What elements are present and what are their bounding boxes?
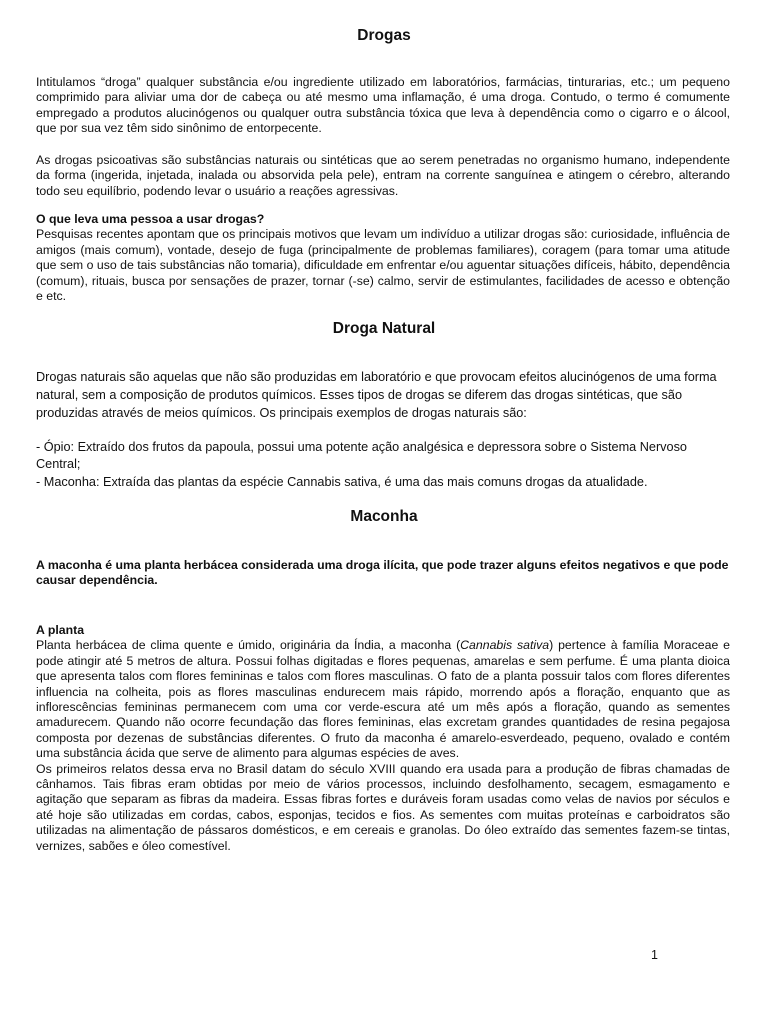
list-item-maconha: - Maconha: Extraída das plantas da espécie Cannabis sativa, é uma das mais comuns drogas da atualidade. [36, 474, 648, 489]
drogas-paragraph-1 [36, 75, 730, 137]
page-number: 1 [651, 948, 658, 962]
droga-natural-text: Drogas naturais são aquelas que não são produzidas em laboratório e que provocam efeitos alucinógenos de uma forma natural, sem a composição de produtos químicos. Esses tipos de drogas se diferem das drogas sintéticas, que são produzidas através de meios químicos. Os principais exemplos de drogas naturais são: [36, 370, 717, 420]
motivos-heading: O que leva uma pessoa a usar drogas? [36, 212, 265, 226]
title-droga-natural: Droga Natural [332, 320, 436, 337]
maconha-intro [36, 558, 730, 589]
planta-scientific-name: Cannabis sativa [460, 638, 550, 653]
planta-text-a: Planta herbácea de clima quente e úmido, originária da Índia, a maconha ( [36, 638, 461, 653]
planta-heading: A planta [36, 623, 85, 637]
drogas-p1-text: Intitulamos “droga” qualquer substância e/ou ingrediente utilizado em laboratórios, farmácias, tinturarias, etc.; um pequeno comprimido para aliviar uma dor de cabeça ou até mesmo uma inflamação, é uma droga. Contudo, o termo é comumente empregado a produtos alucinógenos ou qualquer outra substância tóxica que leva à dependência como o cigarro e o álcool, que por sua vez têm sido sinônimo de entorpecente. [36, 75, 730, 136]
droga-natural-list [36, 439, 730, 491]
planta-text-b: ) pertence à família Moraceae e pode atingir até 5 metros de altura. Possui folhas digitadas e flores pequenas, amarelas e sem perfume. É uma planta dioica que apresenta talos com flores femininas e talos com flores masculinas. O fato de a planta possuir talos com flores diferentes influencia na colheita, pois as flores masculinas endurecem mais rápido, morrendo após a floração, enquanto que as inflorescências femininas permanecem com uma cor verde-escura até um mês após a floração, quando as sementes amadurecem. Quando não ocorre fecundação das flores femininas, elas excretam grandes quantidades de resina pegajosa composta por dezenas de substâncias diferentes. O fruto da maconha é amarelo-esverdeado, pequeno, ovalado e contém uma substância ácida que serve de alimento para algumas espécies de aves. [36, 638, 730, 761]
droga-natural-paragraph [36, 369, 730, 422]
planta-text [36, 638, 730, 761]
list-item-opio: - Ópio: Extraído dos frutos da papoula, possui uma potente ação analgésica e depressora sobre o Sistema Nervoso Central; [36, 440, 687, 472]
maconha-planta-section [36, 623, 730, 854]
motivos-text: Pesquisas recentes apontam que os principais motivos que levam um indivíduo a utilizar drogas são: curiosidade, influência de amigos (mais comum), vontade, desejo de fuga (principalmente de problemas familiares), coragem (para tomar uma atitude que sem o uso de tais substâncias não tomaria), dificuldade em enfrentar e/ou aguentar situações difíceis, hábito, dependência (comum), rituais, busca por sensações de prazer, tornar (-se) calmo, servir de estimulantes, facilidades de acesso e obtenção e etc. [36, 227, 730, 304]
relatos-text: Os primeiros relatos dessa erva no Brasil datam do século XVIII quando era usada para a produção de fibras chamadas de cânhamos. Tais fibras eram obtidas por meio de vários processos, incluindo desfolhamento, secagem, esmagamento e agitação que separam as fibras da madeira. Essas fibras fortes e duráveis foram usadas como velas de navios por séculos e até hoje são utilizadas em cordas, cabos, esponjas, tecidos e fios. As sementes com muitas proteínas e carboidratos são utilizadas na alimentação de pássaros domésticos, e em cereais e granolas. Do óleo extraído das sementes fazem-se tintas, vernizes, sabões e óleo comestível. [36, 761, 730, 853]
maconha-intro-text: A maconha é uma planta herbácea considerada uma droga ilícita, que pode trazer alguns efeitos negativos e que pode causar dependência. [36, 558, 729, 588]
title-maconha: Maconha [350, 508, 418, 525]
title-drogas: Drogas [357, 27, 411, 44]
drogas-p2-text: As drogas psicoativas são substâncias naturais ou sintéticas que ao serem penetradas no organismo humano, independente da forma (ingerida, injetada, inalada ou absorvida pela pele), entram na corrente sanguínea e atingem o cérebro, alterando todo seu equilíbrio, podendo levar o usuário a reações agressivas. [36, 153, 730, 198]
drogas-paragraph-2 [36, 153, 730, 199]
drogas-motivos-section [36, 212, 730, 304]
